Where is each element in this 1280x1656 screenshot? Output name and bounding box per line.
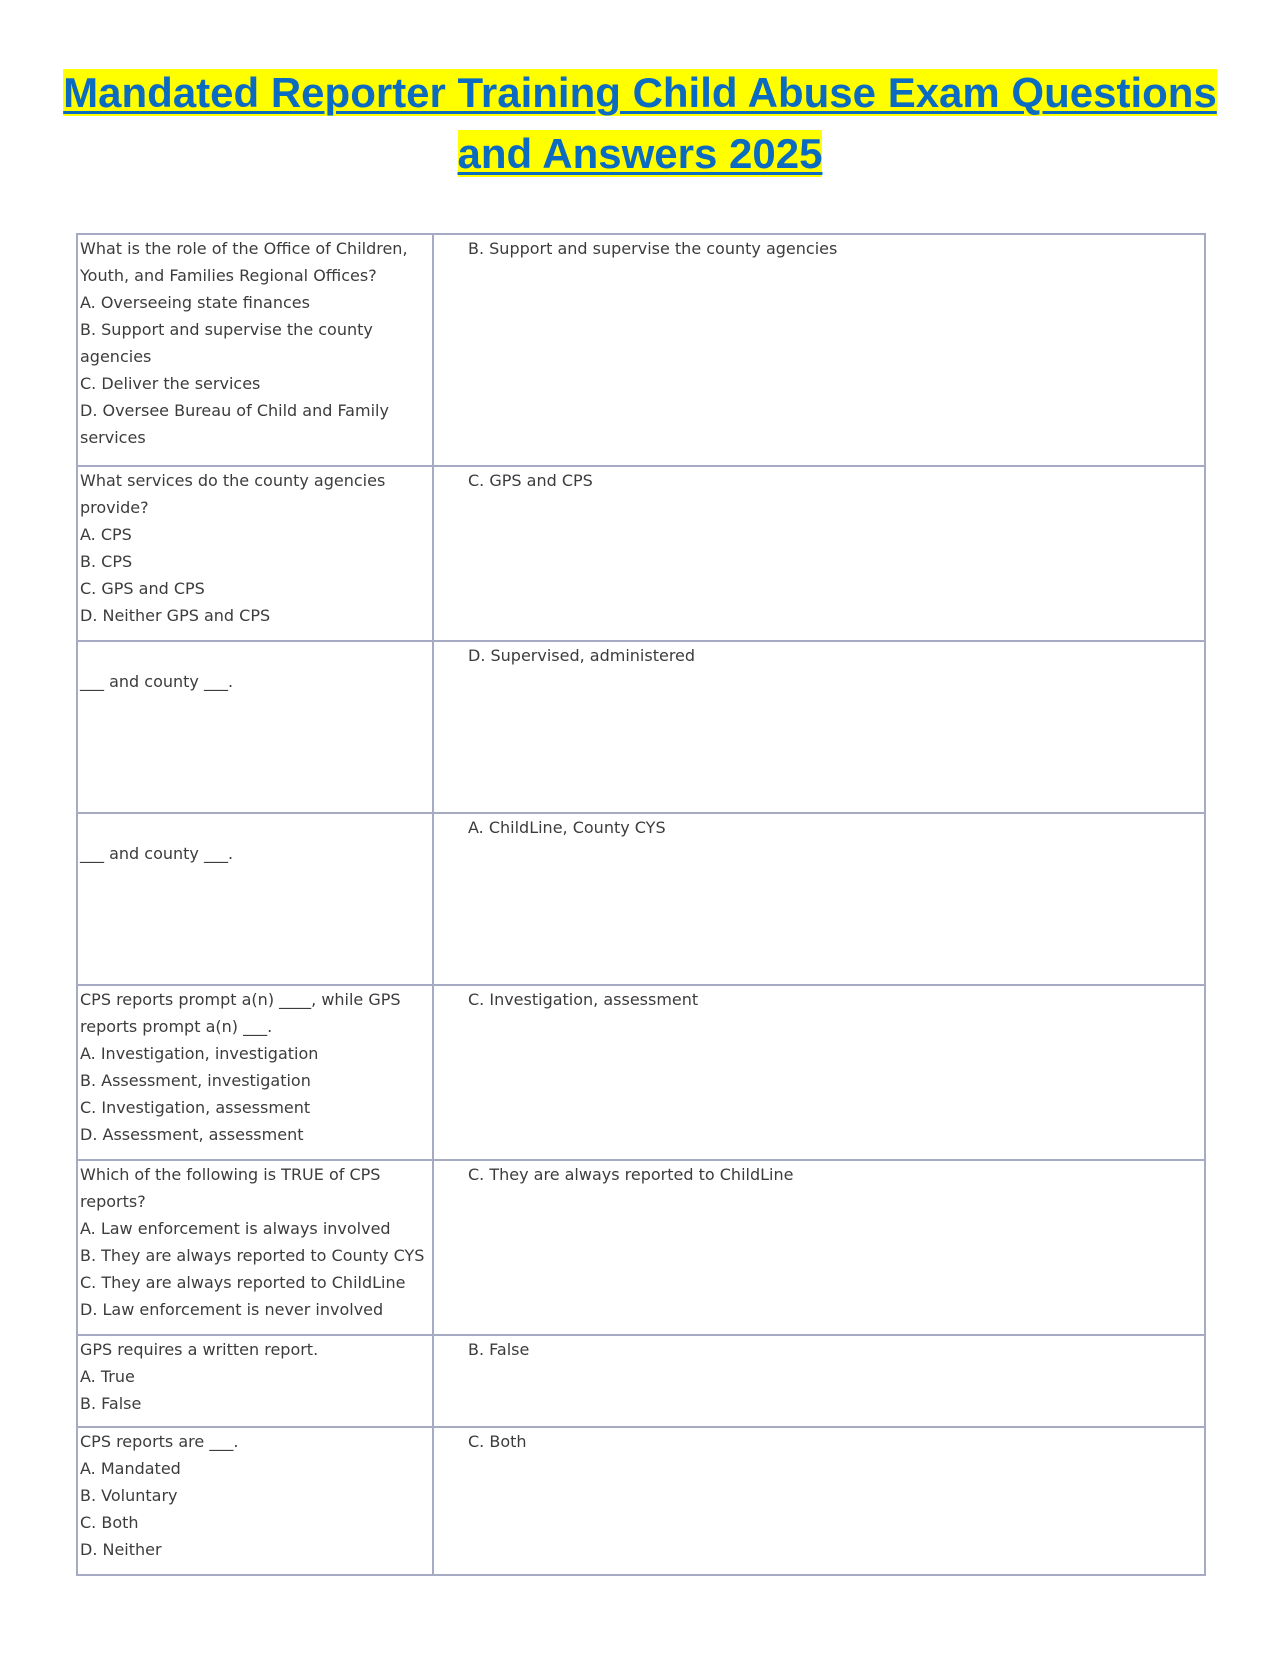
answer-option: B. They are always reported to County CYS [80, 1246, 425, 1265]
answer-option: B. Assessment, investigation [80, 1071, 311, 1090]
answer-option: D. Oversee Bureau of Child and Family services [80, 401, 389, 447]
answer-option: B. Support and supervise the county agencies [80, 320, 373, 366]
table-row [77, 813, 1205, 985]
table-row [77, 985, 1205, 1160]
answer-option: A. Overseeing state finances [80, 293, 310, 312]
answer-option: B. Voluntary [80, 1486, 178, 1505]
answer-option: C. Deliver the services [80, 374, 261, 393]
question-text: CPS reports prompt a(n) ____, while GPS reports prompt a(n) ___. [80, 990, 401, 1036]
correct-answer-text: C. GPS and CPS [468, 471, 593, 490]
qa-table [76, 233, 1206, 1576]
answer-option: C. Investigation, assessment [80, 1098, 311, 1117]
question-cell [77, 234, 433, 466]
answer-option: C. GPS and CPS [80, 579, 205, 598]
answer-cell [433, 234, 1205, 466]
question-text: ___ and county ___. [80, 844, 234, 863]
question-cell [77, 1160, 433, 1335]
question-cell [77, 466, 433, 641]
question-cell [77, 813, 433, 985]
document-title [40, 62, 1240, 184]
answer-cell [433, 641, 1205, 813]
answer-cell [433, 1160, 1205, 1335]
table-row [77, 641, 1205, 813]
question-cell [77, 1335, 433, 1427]
answer-option: D. Assessment, assessment [80, 1125, 304, 1144]
answer-option: D. Neither GPS and CPS [80, 606, 271, 625]
answer-cell [433, 985, 1205, 1160]
question-text: ___ and county ___. [80, 672, 234, 691]
answer-option: B. False [80, 1394, 142, 1413]
answer-option: A. CPS [80, 525, 132, 544]
question-text: Which of the following is TRUE of CPS reports? [80, 1165, 381, 1211]
answer-option: D. Law enforcement is never involved [80, 1300, 384, 1319]
table-row [77, 234, 1205, 466]
title-line-2: and Answers 2025 [457, 130, 823, 177]
question-text: What services do the county agencies provide? [80, 471, 386, 517]
table-row [77, 1335, 1205, 1427]
question-cell [77, 1427, 433, 1575]
table-row [77, 1160, 1205, 1335]
correct-answer-text: B. False [468, 1340, 530, 1359]
answer-option: D. Neither [80, 1540, 162, 1559]
answer-option: A. Investigation, investigation [80, 1044, 319, 1063]
correct-answer-text: B. Support and supervise the county agencies [468, 239, 838, 258]
question-text: GPS requires a written report. [80, 1340, 319, 1359]
answer-option: A. True [80, 1367, 135, 1386]
answer-option: C. Both [80, 1513, 139, 1532]
answer-option: A. Mandated [80, 1459, 181, 1478]
answer-option: C. They are always reported to ChildLine [80, 1273, 406, 1292]
table-row [77, 1427, 1205, 1575]
title-line-1: Mandated Reporter Training Child Abuse Exam Questions [63, 69, 1217, 116]
answer-cell [433, 813, 1205, 985]
answer-cell [433, 1335, 1205, 1427]
question-cell [77, 985, 433, 1160]
qa-table-body [77, 234, 1205, 1575]
answer-option: B. CPS [80, 552, 133, 571]
answer-option: A. Law enforcement is always involved [80, 1219, 391, 1238]
correct-answer-text: A. ChildLine, County CYS [468, 818, 666, 837]
question-text: CPS reports are ___. [80, 1432, 239, 1451]
correct-answer-text: C. Both [468, 1432, 527, 1451]
answer-cell [433, 1427, 1205, 1575]
correct-answer-text: C. Investigation, assessment [468, 990, 699, 1009]
question-text: What is the role of the Office of Children, Youth, and Families Regional Offices? [80, 239, 408, 285]
question-cell [77, 641, 433, 813]
answer-cell [433, 466, 1205, 641]
correct-answer-text: D. Supervised, administered [468, 646, 696, 665]
table-row [77, 466, 1205, 641]
correct-answer-text: C. They are always reported to ChildLine [468, 1165, 794, 1184]
